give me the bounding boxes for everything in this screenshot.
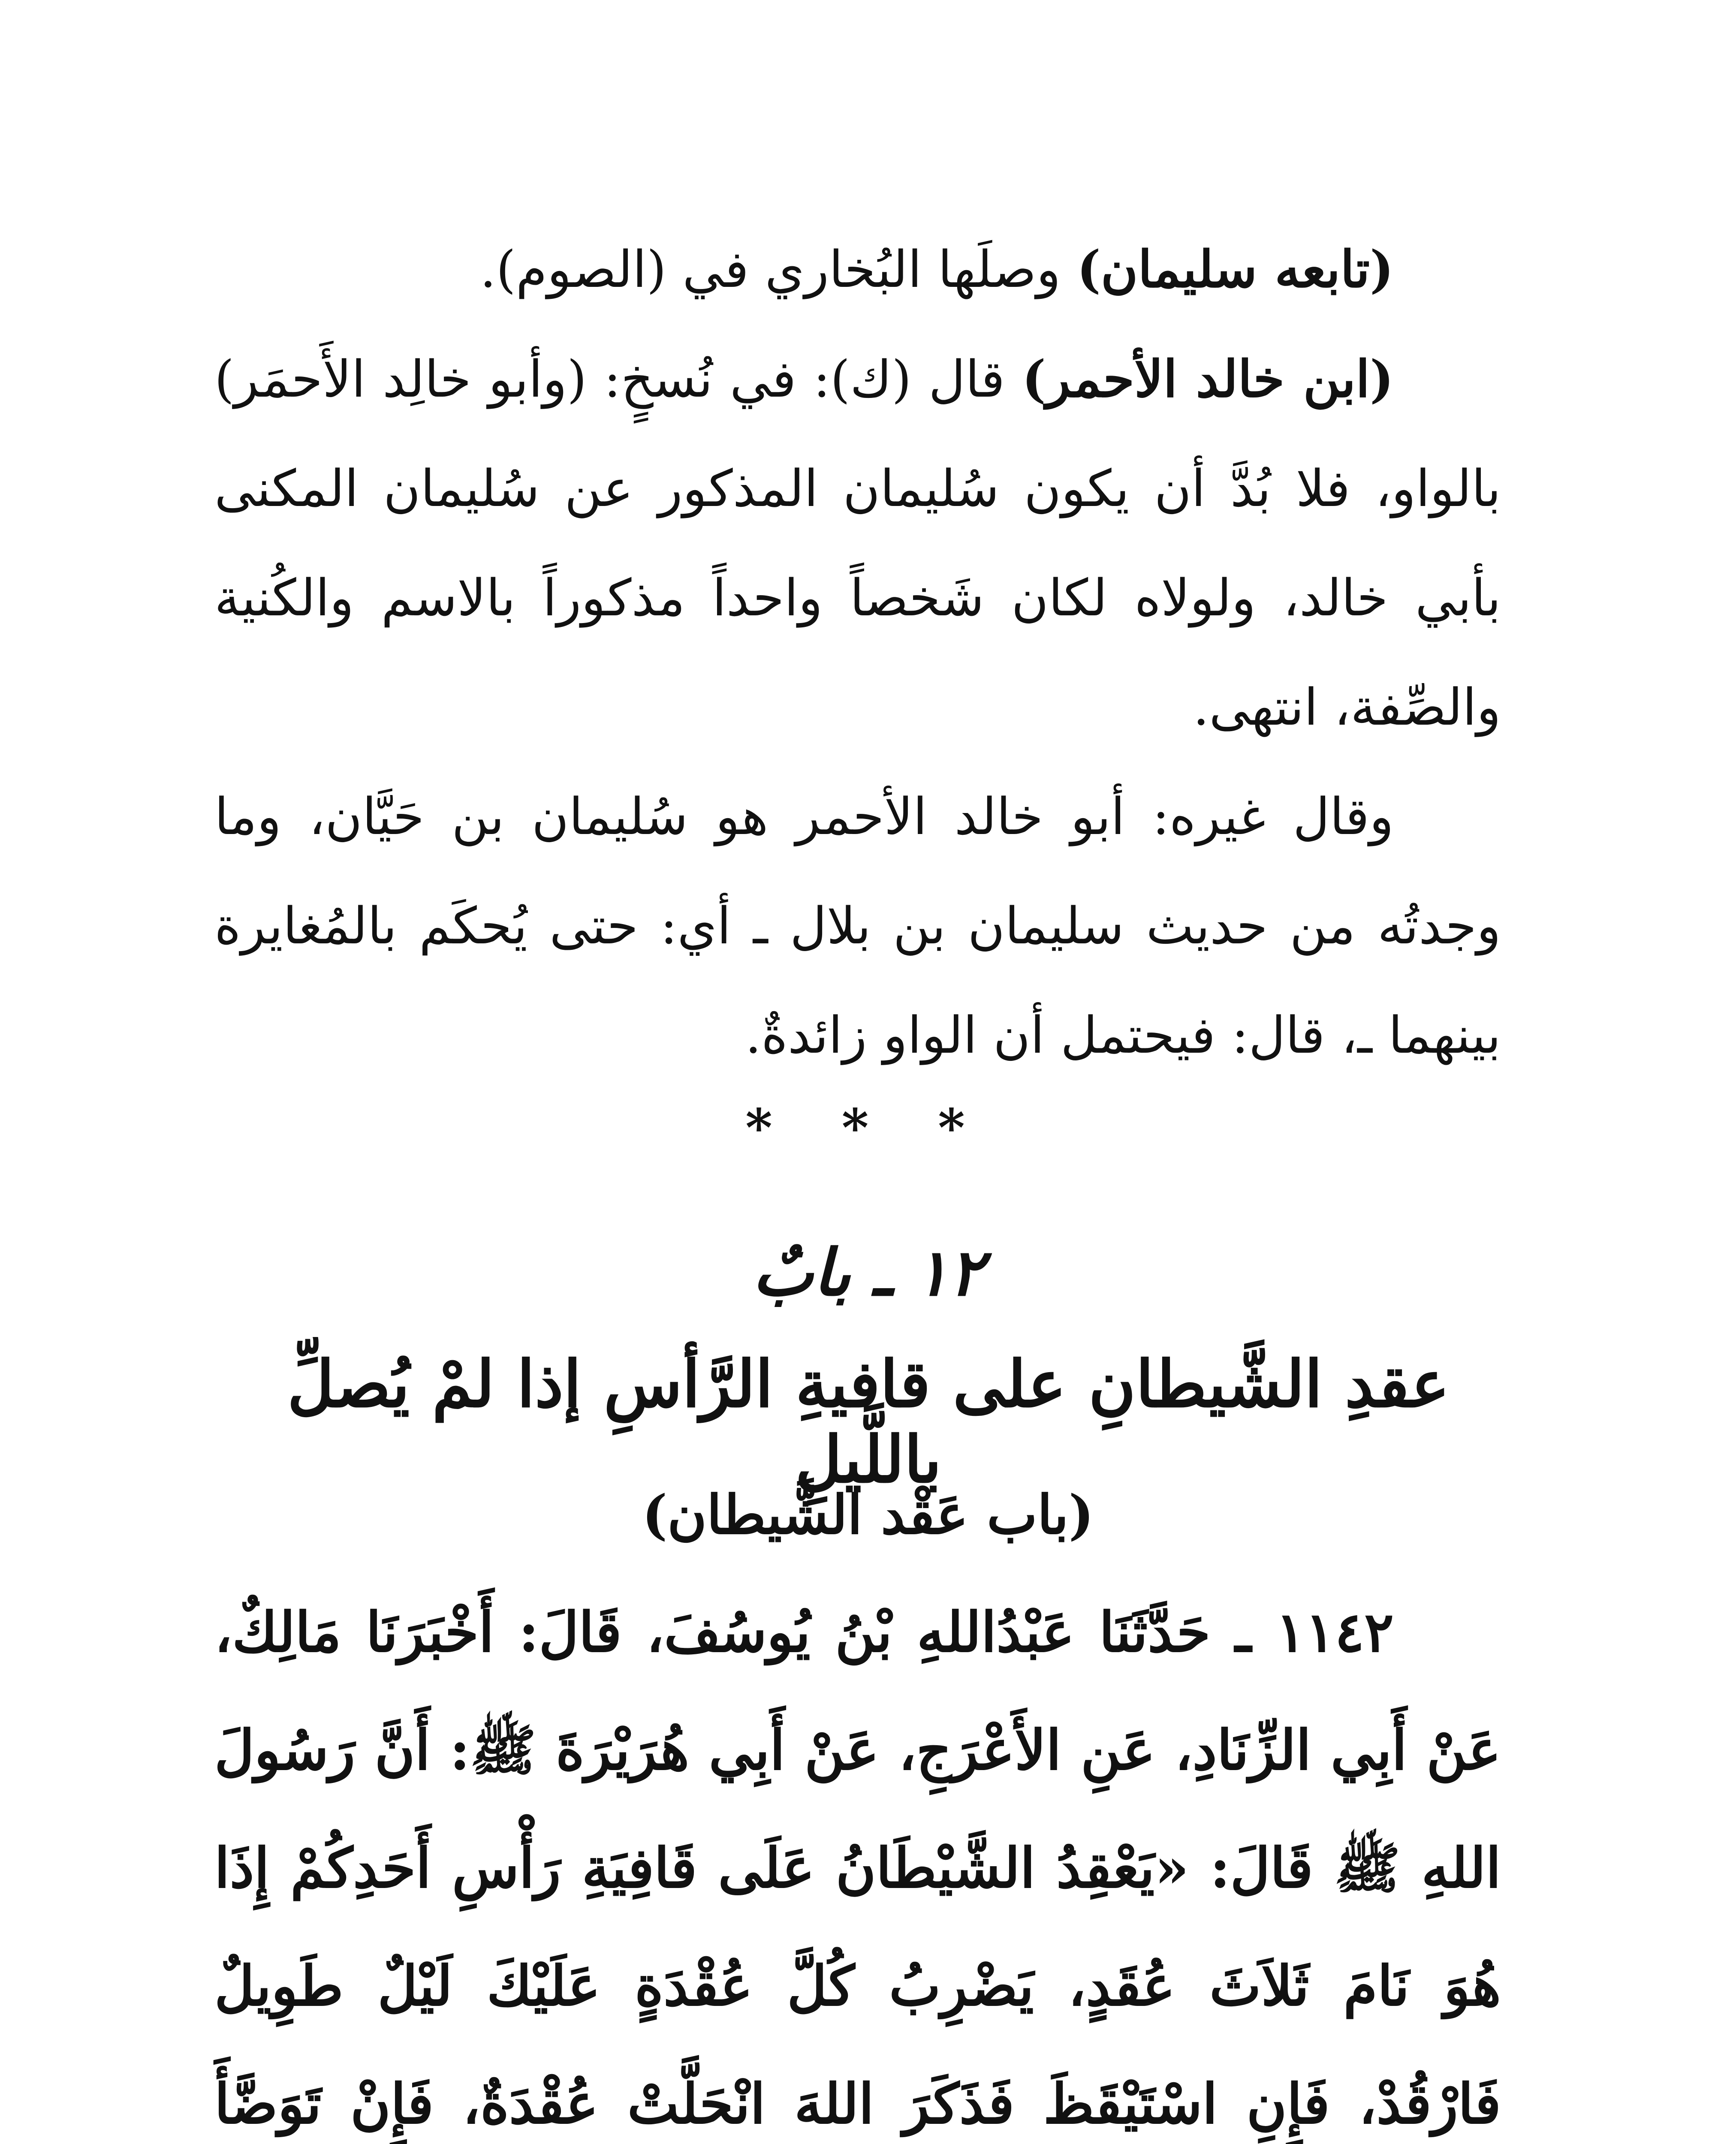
commentary-paragraph-2 <box>214 324 1501 762</box>
commentary-lead-1: (تابعه سليمان) <box>1077 239 1394 299</box>
commentary-block <box>214 214 1501 1090</box>
chapter-number: ١٢ ـ بابٌ <box>752 1235 984 1310</box>
commentary-text-1: وصلَها البُخاري في (الصوم). <box>480 240 1077 299</box>
chapter-title: عقدِ الشَّيطانِ على قافيةِ الرَّأسِ إذا لمْ يُصلِّ باللَّيلِ <box>287 1346 1450 1497</box>
commentary-paragraph-3: وقال غيره: أبو خالد الأحمر هو سُليمان بن حَيَّان، وما وجدتُه من حديث سليمان بن بلال ـ أي: حتى يُحكَم بالمُغايرة بينهما ـ، قال: فيحتمل أن الواو زائدةٌ. <box>214 787 1501 1065</box>
section-separator: * * * <box>745 1098 991 1158</box>
hadith-text: ١١٤٢ ـ حَدَّثَنَا عَبْدُاللهِ بْنُ يُوسُفَ، قَالَ: أَخْبَرَنَا مَالِكٌ، عَنْ أَبِي الزِّنَادِ، عَنِ الأَعْرَجِ، عَنْ أَبِي هُرَيْرَةَ ﷺ: أَنَّ رَسُولَ اللهِ ﷺ قَالَ: «يَعْقِدُ الشَّيْطَانُ عَلَى قَافِيَةِ رَأْسِ أَحَدِكُمْ إِذَا هُوَ نَامَ ثَلاَثَ عُقَدٍ، يَضْرِبُ كُلَّ عُقْدَةٍ عَلَيْكَ لَيْلٌ طَوِيلٌ فَارْقُدْ، فَإِنِ اسْتَيْقَظَ فَذَكَرَ اللهَ انْحَلَّتْ عُقْدَةٌ، فَإِنْ تَوَضَّأَ <box>214 1600 1501 2136</box>
chapter-subtitle: (باب عَقْد الشَّيطان) <box>642 1484 1094 1546</box>
commentary-lead-2: (ابن خالد الأحمر) <box>1022 349 1394 409</box>
commentary-text-2: قال (ك): في نُسخٍ: (وأبو خالِد الأَحمَر) بالواو، فلا بُدَّ أن يكون سُليمان المذكور عن سُليمان المكنى بأبي خالد، ولولاه لكان شَخصاً واحداً مذكوراً بالاسم والكُنية والصِّفة، انتهى. <box>214 349 1501 737</box>
hadith-block <box>214 1574 1501 2144</box>
commentary-paragraph-1 <box>214 214 1501 324</box>
